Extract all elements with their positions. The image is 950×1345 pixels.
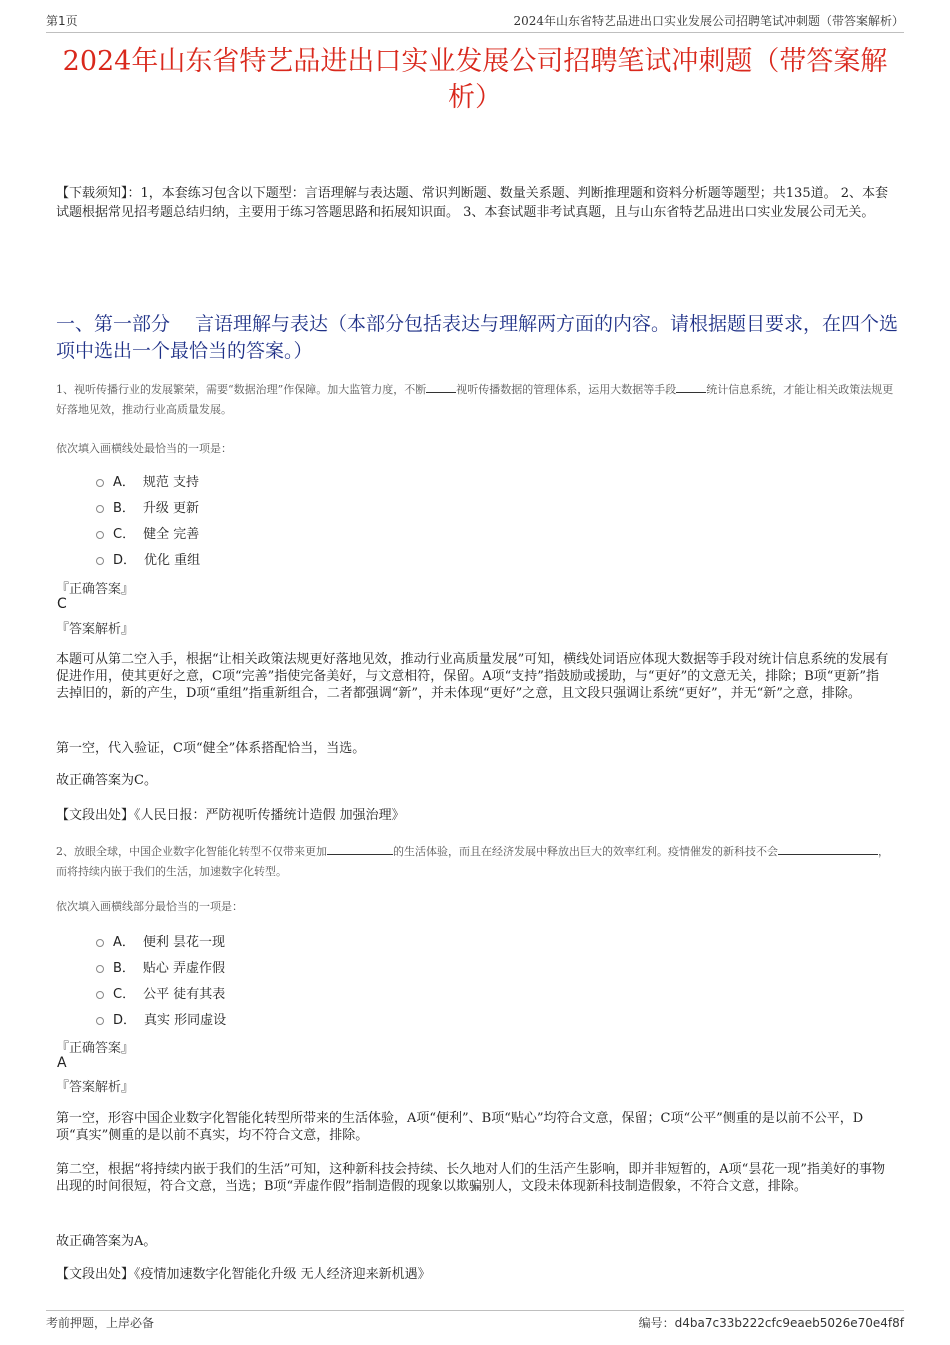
option-text: 升级 更新: [142, 500, 200, 516]
option-letter: C．: [113, 526, 136, 542]
q2-prompt: 依次填入画横线部分最恰当的一项是：: [56, 900, 243, 913]
option-text: 便利 昙花一现: [142, 934, 226, 950]
q1-option-c[interactable]: [96, 519, 200, 545]
q1-options: [96, 467, 200, 571]
running-title: 2024年山东省特艺品进出口实业发展公司招聘笔试冲刺题（带答案解析）: [513, 14, 904, 28]
page-header: [46, 12, 904, 33]
q1-blank-1: [426, 382, 456, 393]
q1-text-part-b: 视听传播数据的管理体系，运用大数据等手段: [456, 383, 677, 396]
q2-analysis-2: 第二空，根据“将持续内嵌于我们的生活”可知，这种新科技会持续、长久地对人们的生活产生影响，即并非短暂的，A项“昙花一现”指美好的事物出现的时间很短，符合文意，当选；B项“弄虚作假”指制造假的现象以欺骗别人，文段未体现新科技制造假象，不符合文意，排除。: [56, 1162, 885, 1194]
q1-option-b[interactable]: [96, 493, 200, 519]
option-text: 贴心 弄虚作假: [142, 960, 226, 976]
footer-code: [639, 1314, 904, 1331]
option-letter: A．: [113, 474, 135, 490]
option-letter: D．: [113, 552, 137, 568]
option-text: 规范 支持: [142, 474, 200, 490]
option-letter: B．: [113, 500, 135, 516]
radio-icon[interactable]: [96, 531, 104, 539]
q2-correct-answer-label: 『正确答案』: [56, 1041, 135, 1056]
option-letter: B．: [113, 960, 135, 976]
q2-analysis-label: 『答案解析』: [56, 1080, 135, 1095]
q2-options: [96, 927, 226, 1031]
q2-blank-1: [327, 844, 393, 855]
q2-option-d[interactable]: [96, 1005, 226, 1031]
page-footer: [46, 1310, 904, 1331]
q2-text-part-a: 2、放眼全球，中国企业数字化智能化转型不仅带来更加: [56, 845, 327, 858]
radio-icon[interactable]: [96, 991, 104, 999]
download-notice: 【下载须知】：1，本套练习包含以下题型：言语理解与表达题、常识判断题、数量关系题、判断推理题和资料分析题等题型；共135道。 2、本套试题根据常见招考题总结归纳，主要用于练习答题思路和拓展知识面。 3、本套试题非考试真题，且与山东省特艺品进出口实业发展公司无关。: [56, 186, 888, 220]
q1-option-d[interactable]: [96, 545, 200, 571]
option-text: 公平 徒有其表: [143, 986, 226, 1002]
radio-icon[interactable]: [96, 479, 104, 487]
option-letter: A．: [113, 934, 135, 950]
radio-icon[interactable]: [96, 505, 104, 513]
q1-analysis-label: 『答案解析』: [56, 622, 135, 637]
option-text: 健全 完善: [143, 526, 200, 542]
document-title: 2024年山东省特艺品进出口实业发展公司招聘笔试冲刺题（带答案解析）: [62, 46, 888, 113]
q1-option-a[interactable]: [96, 467, 200, 493]
option-letter: D．: [113, 1012, 137, 1028]
q1-analysis-2: 第一空，代入验证，C项“健全”体系搭配恰当，当选。: [56, 741, 366, 756]
q1-analysis-1: 本题可从第二空入手，根据“让相关政策法规更好落地见效，推动行业高质量发展”可知，横线处词语应体现大数据等手段对统计信息系统的发展有促进作用，使其更好之意，C项“完善”指使完备美好，与文意相符，保留。A项“支持”指鼓励或援助，与“更好”的文意无关，排除；B项“更新”指去掉旧的，新的产生，D项“重组”指重新组合，二者都强调“新”，并未体现“更好”之意，且文段只强调让系统“更好”，并无“新”之意，排除。: [56, 652, 889, 701]
option-text: 真实 形同虚设: [144, 1012, 227, 1028]
q2-option-b[interactable]: [96, 953, 226, 979]
q1-text-part-a: 1、视听传播行业的发展繁荣，需要“数据治理”作保障。加大监管力度，不断: [56, 383, 427, 396]
option-text: 优化 重组: [144, 552, 201, 568]
q1-blank-2: [676, 382, 706, 393]
radio-icon[interactable]: [96, 939, 104, 947]
q1-source: 【文段出处】《人民日报：严防视听传播统计造假 加强治理》: [56, 808, 405, 823]
q2-blank-2: [778, 844, 878, 855]
section-title: 一、第一部分 言语理解与表达（本部分包括表达与理解两方面的内容。请根据题目要求，在四个选项中选出一个最恰当的答案。）: [56, 313, 899, 362]
question-1-text: [56, 380, 898, 420]
radio-icon[interactable]: [96, 557, 104, 565]
radio-icon[interactable]: [96, 1017, 104, 1025]
question-2-text: [56, 842, 898, 882]
footer-code-label: 编号：: [638, 1316, 675, 1330]
q1-prompt: 依次填入画横线处最恰当的一项是：: [56, 442, 232, 455]
page-number: 第1页: [46, 14, 78, 28]
q2-text-part-b: 的生活体验，而且在经济发展中释放出巨大的效率红利。疫情催发的新科技不会: [393, 845, 778, 858]
footer-code-value: d4ba7c33b222cfc9eaeb5026e70e4f8f: [674, 1316, 904, 1330]
q2-answer: A: [57, 1055, 67, 1071]
q2-text-part-c: ，而将持续内嵌于我们的生活，加速数字化转型。: [56, 845, 889, 878]
q2-analysis-3: 故正确答案为A。: [56, 1234, 157, 1249]
q2-option-c[interactable]: [96, 979, 226, 1005]
q1-analysis-3: 故正确答案为C。: [56, 773, 157, 788]
q2-option-a[interactable]: [96, 927, 226, 953]
footer-slogan: 考前押题，上岸必备: [46, 1316, 155, 1330]
q2-analysis-1: 第一空，形容中国企业数字化智能化转型所带来的生活体验，A项“便利”、B项“贴心”均符合文意，保留；C项“公平”侧重的是以前不公平，D项“真实”侧重的是以前不真实，均不符合文意，排除。: [56, 1111, 864, 1143]
option-letter: C．: [113, 986, 136, 1002]
q1-answer: C: [57, 596, 67, 612]
q2-source: 【文段出处】《疫情加速数字化智能化升级 无人经济迎来新机遇》: [56, 1267, 431, 1282]
radio-icon[interactable]: [96, 965, 104, 973]
q1-correct-answer-label: 『正确答案』: [56, 582, 135, 597]
q1-text-part-c: 统计信息系统，才能让相关政策法规更好落地见效，推动行业高质量发展。: [56, 383, 894, 416]
